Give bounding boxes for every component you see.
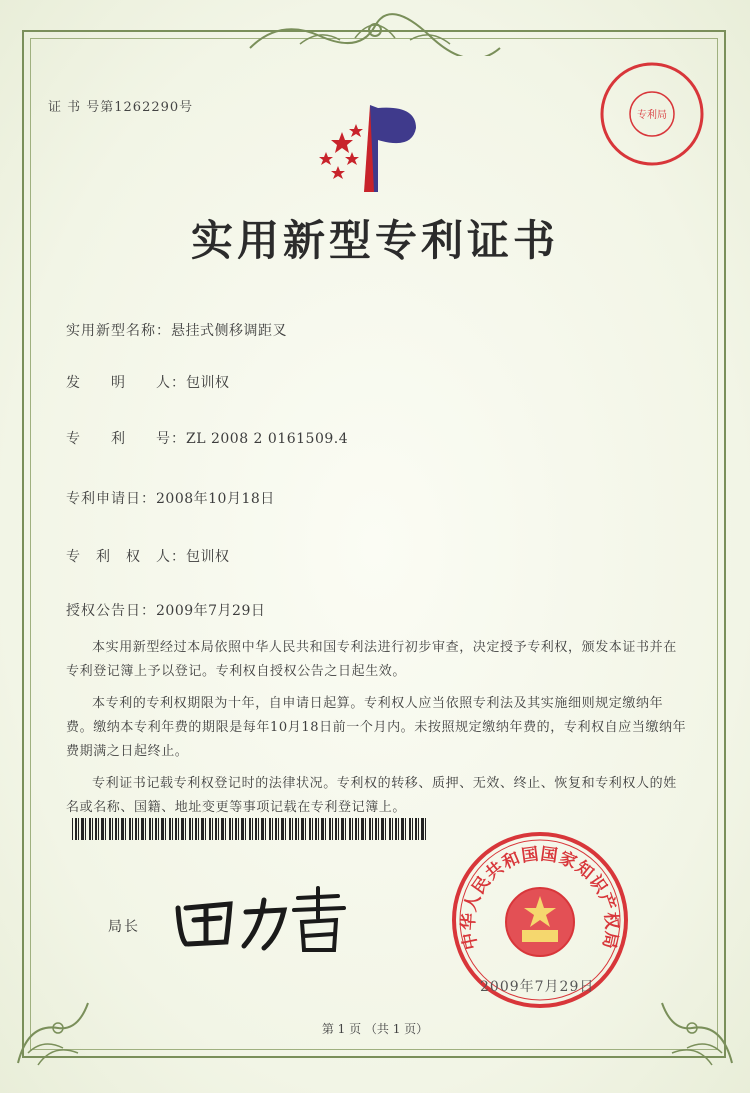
application-date-field bbox=[66, 488, 275, 508]
small-seal-text: 专利局 bbox=[637, 110, 667, 121]
barcode-icon bbox=[72, 818, 430, 840]
seal-text: 中华人民共和国国家知识产权局 bbox=[458, 844, 622, 952]
field-label: 发 明 人： bbox=[66, 375, 186, 391]
field-value: ZL 2008 2 0161509.4 bbox=[186, 431, 349, 447]
grant-announcement-date-field bbox=[66, 600, 265, 620]
field-value: 包训权 bbox=[186, 375, 230, 391]
field-value: 2009年7月29日 bbox=[156, 603, 266, 619]
director-signature-icon bbox=[168, 878, 358, 958]
patent-office-logo-icon bbox=[312, 100, 442, 195]
body-paragraph: 专利证书记载专利权登记时的法律状况。专利权的转移、质押、无效、终止、恢复和专利权人的姓名或名称、国籍、地址变更等事项记载在专利登记簿上。 bbox=[66, 776, 677, 815]
field-value: 悬挂式侧移调距叉 bbox=[171, 323, 287, 339]
certificate-number: 证 书 号第1262290号 bbox=[48, 100, 194, 115]
field-label: 实用新型名称： bbox=[66, 323, 171, 339]
body-paragraph: 本实用新型经过本局依照中华人民共和国专利法进行初步审查，决定授予专利权，颁发本证书并在专利登记簿上予以登记。专利权自授权公告之日起生效。 bbox=[66, 640, 677, 679]
certificate-title: 实用新型专利证书 bbox=[190, 216, 559, 265]
field-value: 2008年10月18日 bbox=[156, 491, 275, 507]
issue-date: 2009年7月29日 bbox=[480, 979, 595, 995]
field-label: 专 利 号： bbox=[66, 431, 186, 447]
small-seal-icon bbox=[598, 60, 706, 168]
field-label: 专利申请日： bbox=[66, 491, 156, 507]
body-paragraph: 本专利的专利权期限为十年，自申请日起算。专利权人应当依照专利法及其实施细则规定缴纳年费。缴纳本专利年费的期限是每年10月18日前一个月内。未按照规定缴纳年费的，专利权自应当缴纳年费期满之日起终止。 bbox=[66, 696, 687, 759]
patent-number-field bbox=[66, 428, 348, 448]
utility-model-name-field bbox=[66, 320, 287, 340]
certificate-body bbox=[66, 636, 690, 828]
field-label: 授权公告日： bbox=[66, 603, 156, 619]
page-number: 第 1 页 （共 1 页） bbox=[321, 1022, 429, 1036]
top-ornament-icon bbox=[240, 8, 510, 56]
inventor-field bbox=[66, 372, 230, 392]
field-value: 包训权 bbox=[186, 549, 230, 565]
field-label: 专 利 权 人： bbox=[66, 549, 186, 565]
patentee-field bbox=[66, 546, 230, 566]
director-label: 局长 bbox=[108, 919, 140, 935]
